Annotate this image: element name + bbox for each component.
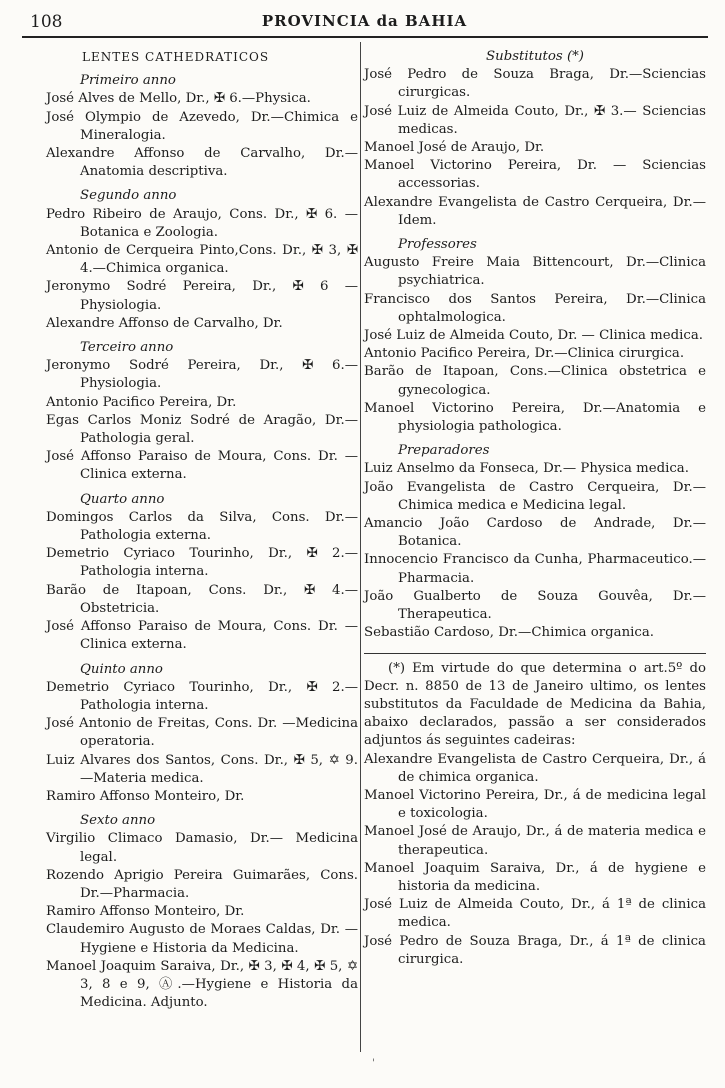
page-number: 108 [30, 12, 63, 32]
list-item: Alexandre Evangelista de Castro Cerqueira, Dr.—Idem. [364, 194, 706, 228]
list-item: Manoel Joaquim Saraiva, Dr., ✠ 3, ✠ 4, ✠ 5, ✡ 3, 8 e 9, Ⓐ.—Hygiene e Historia da Medicina. Adjunto. [46, 958, 358, 1011]
footnote-item: Alexandre Evangelista de Castro Cerqueira, Dr., á de chimica organica. [364, 751, 706, 785]
list-item: Manoel Victorino Pereira, Dr. — Sciencias accessorias. [364, 158, 706, 192]
list-item: Virgilio Climaco Damasio, Dr.— Medicina legal. [46, 831, 358, 865]
subsection-title: Terceiro anno [80, 340, 174, 356]
footnote-item: Manoel Joaquim Saraiva, Dr., á de hygiene e historia da medicina. [364, 860, 706, 894]
list-item: Innocencio Francisco da Cunha, Pharmaceutico.—Pharmacia. [364, 552, 706, 586]
list-item: Jeronymo Sodré Pereira, Dr., ✠ 6 —Physiologia. [46, 279, 358, 313]
list-item: Rozendo Aprigio Pereira Guimarães, Cons. Dr.—Pharmacia. [46, 867, 358, 901]
footnote-item: Manoel Victorino Pereira, Dr., á de medicina legal e toxicologia. [364, 787, 706, 822]
list-item: Sebastião Cardoso, Dr.—Chimica organica. [364, 625, 655, 641]
list-item: Manoel Victorino Pereira, Dr.—Anatomia e physiologia pathologica. [364, 400, 706, 435]
list-item: Luiz Alvares dos Santos, Cons. Dr., ✠ 5, ✡ 9.—Materia medica. [46, 752, 358, 786]
list-item: José Olympio de Azevedo, Dr.—Chimica e Mineralogia. [46, 109, 358, 143]
list-item: Alexandre Affonso de Carvalho, Dr.—Anatomia descriptiva. [46, 146, 358, 180]
footnote-item: José Luiz de Almeida Couto, Dr., á 1ª de clinica medica. [364, 897, 706, 931]
subsection-title: Preparadores [398, 443, 490, 459]
running-title: PROVINCIA da BAHIA [261, 12, 468, 30]
list-item: Luiz Anselmo da Fonseca, Dr.— Physica medica. [364, 461, 689, 477]
list-item: João Evangelista de Castro Cerqueira, Dr.— Chimica medica e Medicina legal. [364, 479, 706, 513]
list-item: Pedro Ribeiro de Araujo, Cons. Dr., ✠ 6. —Botanica e Zoologia. [46, 206, 358, 240]
left-column [46, 48, 358, 1012]
list-item: Ramiro Affonso Monteiro, Dr. [46, 904, 245, 920]
footnote-item: José Pedro de Souza Braga, Dr., á 1ª de clinica cirurgica. [364, 933, 706, 967]
list-item: José Affonso Paraiso de Moura, Cons. Dr. —Clinica externa. [46, 619, 358, 653]
header-rule [22, 36, 708, 38]
list-item: Egas Carlos Moniz Sodré de Aragão, Dr.—Pathologia geral. [46, 412, 358, 447]
list-item: José Luiz de Almeida Couto, Dr., ✠ 3.— Sciencias medicas. [364, 103, 706, 137]
list-item: Jeronymo Sodré Pereira, Dr., ✠ 6.—Physiologia. [46, 358, 358, 392]
list-item: Alexandre Affonso de Carvalho, Dr. [46, 315, 283, 331]
list-item: Manoel José de Araujo, Dr. [364, 140, 545, 156]
footnote-text: (*) Em virtude do que determina o art.5º do Decr. n. 8850 de 13 de Janeiro ultimo, os lentes substitutos da Faculdade de Medicina da Bahia, abaixo declarados, passão a ser considerados adjuntos ás seguintes cadeiras: [364, 660, 706, 749]
subsection-title: Primeiro anno [80, 73, 176, 89]
column-divider [360, 42, 361, 1052]
list-item: Amancio João Cardoso de Andrade, Dr.— Botanica. [364, 516, 706, 550]
list-item: Ramiro Affonso Monteiro, Dr. [46, 788, 245, 804]
list-item: João Gualberto de Souza Gouvêa, Dr.—Therapeutica. [364, 588, 706, 623]
list-item: José Affonso Paraiso de Moura, Cons. Dr. —Clinica externa. [46, 449, 358, 483]
list-item: Barão de Itapoan, Cons. Dr., ✠ 4.—Obstetricia. [46, 582, 358, 616]
list-item: Francisco dos Santos Pereira, Dr.—Clinica ophtalmologica. [364, 291, 706, 325]
list-item: José Luiz de Almeida Couto, Dr. — Clinica medica. [364, 328, 704, 344]
running-header [22, 10, 707, 36]
list-item: Augusto Freire Maia Bittencourt, Dr.—Clinica psychiatrica. [364, 255, 706, 289]
list-item: Demetrio Cyriaco Tourinho, Dr., ✠ 2.—Pathologia interna. [46, 546, 358, 580]
section-heading: LENTES CATHEDRATICOS [82, 50, 270, 64]
list-item: José Pedro de Souza Braga, Dr.—Sciencias cirurgicas. [364, 67, 706, 101]
subsection-title: Segundo anno [80, 188, 177, 204]
list-item: Demetrio Cyriaco Tourinho, Dr., ✠ 2.—Pathologia interna. [46, 679, 358, 713]
subsection-title: Substitutos (*) [486, 49, 584, 64]
right-column [364, 48, 706, 969]
bottom-mark: ' [372, 1058, 375, 1069]
subsection-title: Quarto anno [80, 491, 165, 507]
list-item: José Antonio de Freitas, Cons. Dr. —Medicina operatoria. [46, 716, 358, 750]
list-item: Domingos Carlos da Silva, Cons. Dr.—Pathologia externa. [46, 509, 358, 544]
list-item: Antonio Pacifico Pereira, Dr.—Clinica cirurgica. [364, 346, 685, 362]
list-item: Claudemiro Augusto de Moraes Caldas, Dr. —Hygiene e Historia da Medicina. [46, 922, 358, 956]
list-item: José Alves de Mello, Dr., ✠ 6.—Physica. [46, 91, 311, 107]
footnote-item: Manoel José de Araujo, Dr., á de materia medica e therapeutica. [364, 824, 706, 858]
subsection-title: Professores [398, 237, 477, 253]
list-item: Antonio de Cerqueira Pinto,Cons. Dr., ✠ 3, ✠ 4.—Chimica organica. [46, 243, 358, 277]
subsection-title: Sexto anno [80, 813, 156, 829]
list-item: Barão de Itapoan, Cons.—Clinica obstetrica e gynecologica. [364, 364, 706, 398]
list-item: Antonio Pacifico Pereira, Dr. [46, 394, 237, 410]
footnote-rule [364, 653, 706, 654]
subsection-title: Quinto anno [80, 661, 163, 677]
